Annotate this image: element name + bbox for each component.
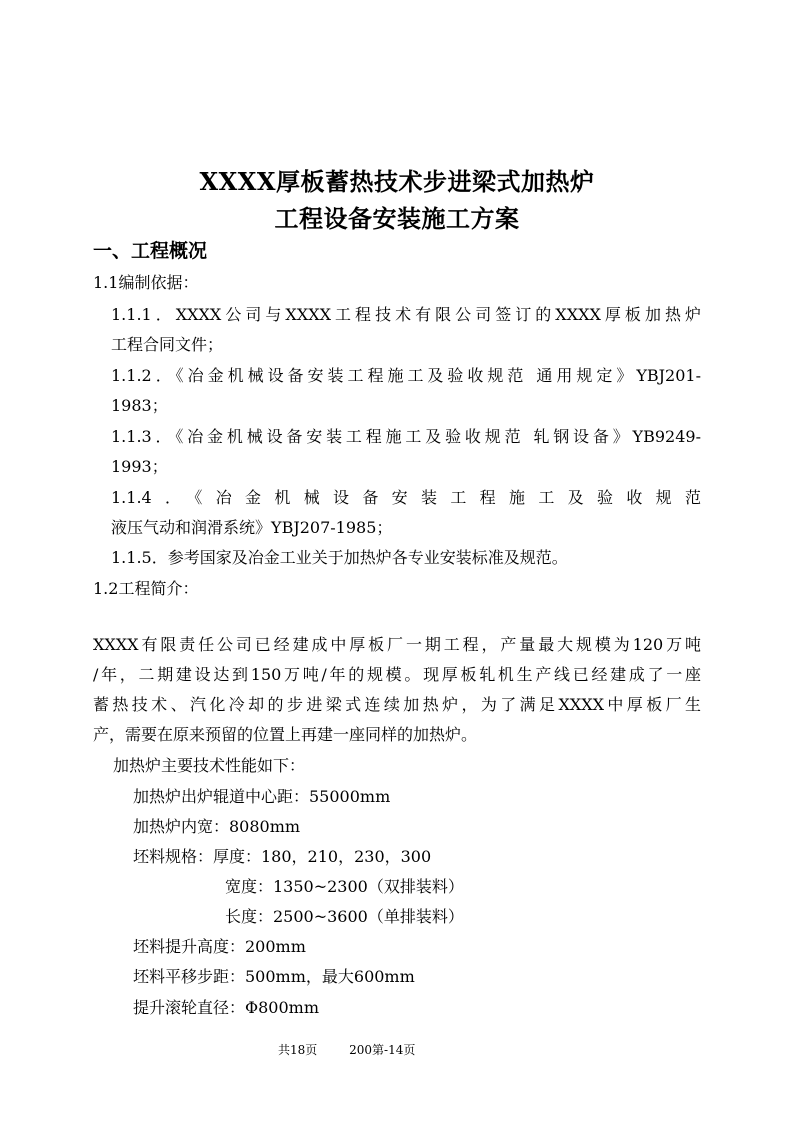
basis-item-1-line1: 1.1.1．XXXX公司与XXXX工程技术有限公司签订的XXXX厚板加热炉 <box>111 305 701 324</box>
section-heading: 一、工程概况 <box>93 240 208 262</box>
basis-item-4-line1: 1.1.4．《冶金机械设备安装工程施工及验收规范 <box>111 488 701 507</box>
perf-item: 坯料提升高度：200mm <box>133 937 306 956</box>
intro-line-2: /年，二期建设达到150万吨/年的规模。现厚板轧机生产线已经建成了一座 <box>93 665 701 684</box>
perf-heading: 加热炉主要技术性能如下： <box>113 756 306 775</box>
perf-item: 加热炉内宽：8080mm <box>133 817 301 836</box>
basis-item-5: 1.1.5．参考国家及冶金工业关于加热炉各专业安装标准及规范。 <box>111 548 568 567</box>
page-footer <box>278 1041 443 1058</box>
document-title-line1: XXXX厚板蓄热技术步进梁式加热炉 <box>199 167 595 196</box>
basis-heading: 1.1编制依据： <box>93 273 199 292</box>
perf-item: 长度：2500~3600（单排装料） <box>225 907 464 926</box>
document-title-line2: 工程设备安装施工方案 <box>274 204 520 233</box>
perf-item: 提升滚轮直径：Φ800mm <box>133 998 320 1017</box>
basis-item-2-line2: 1983； <box>111 396 168 415</box>
intro-line-1: XXXX有限责任公司已经建成中厚板厂一期工程，产量最大规模为120万吨 <box>93 635 701 654</box>
perf-item: 坯料平移步距：500mm，最大600mm <box>133 967 415 986</box>
basis-item-3-line1: 1.1.3．《冶金机械设备安装工程施工及验收规范 轧钢设备》YB9249- <box>111 427 701 446</box>
basis-item-4-line2: 液压气动和润滑系统》YBJ207-1985； <box>111 518 393 537</box>
intro-line-4: 产，需要在原来预留的位置上再建一座同样的加热炉。 <box>93 725 478 744</box>
footer-total-pages: 共18页 <box>278 1043 318 1057</box>
intro-line-3: 蓄热技术、汽化冷却的步进梁式连续加热炉，为了满足XXXX中厚板厂生 <box>93 695 701 714</box>
perf-item: 加热炉出炉辊道中心距：55000mm <box>133 787 391 806</box>
perf-item: 宽度：1350~2300（双排装料） <box>225 877 464 896</box>
intro-heading: 1.2工程简介： <box>93 579 199 598</box>
basis-item-1-line2: 工程合同文件； <box>111 335 224 354</box>
basis-item-2-line1: 1.1.2．《冶金机械设备安装工程施工及验收规范 通用规定》YBJ201- <box>111 366 701 385</box>
perf-item: 坯料规格：厚度：180，210，230，300 <box>133 847 432 866</box>
footer-page-info: 200第-14页 <box>349 1043 416 1057</box>
basis-item-3-line2: 1993； <box>111 457 168 476</box>
